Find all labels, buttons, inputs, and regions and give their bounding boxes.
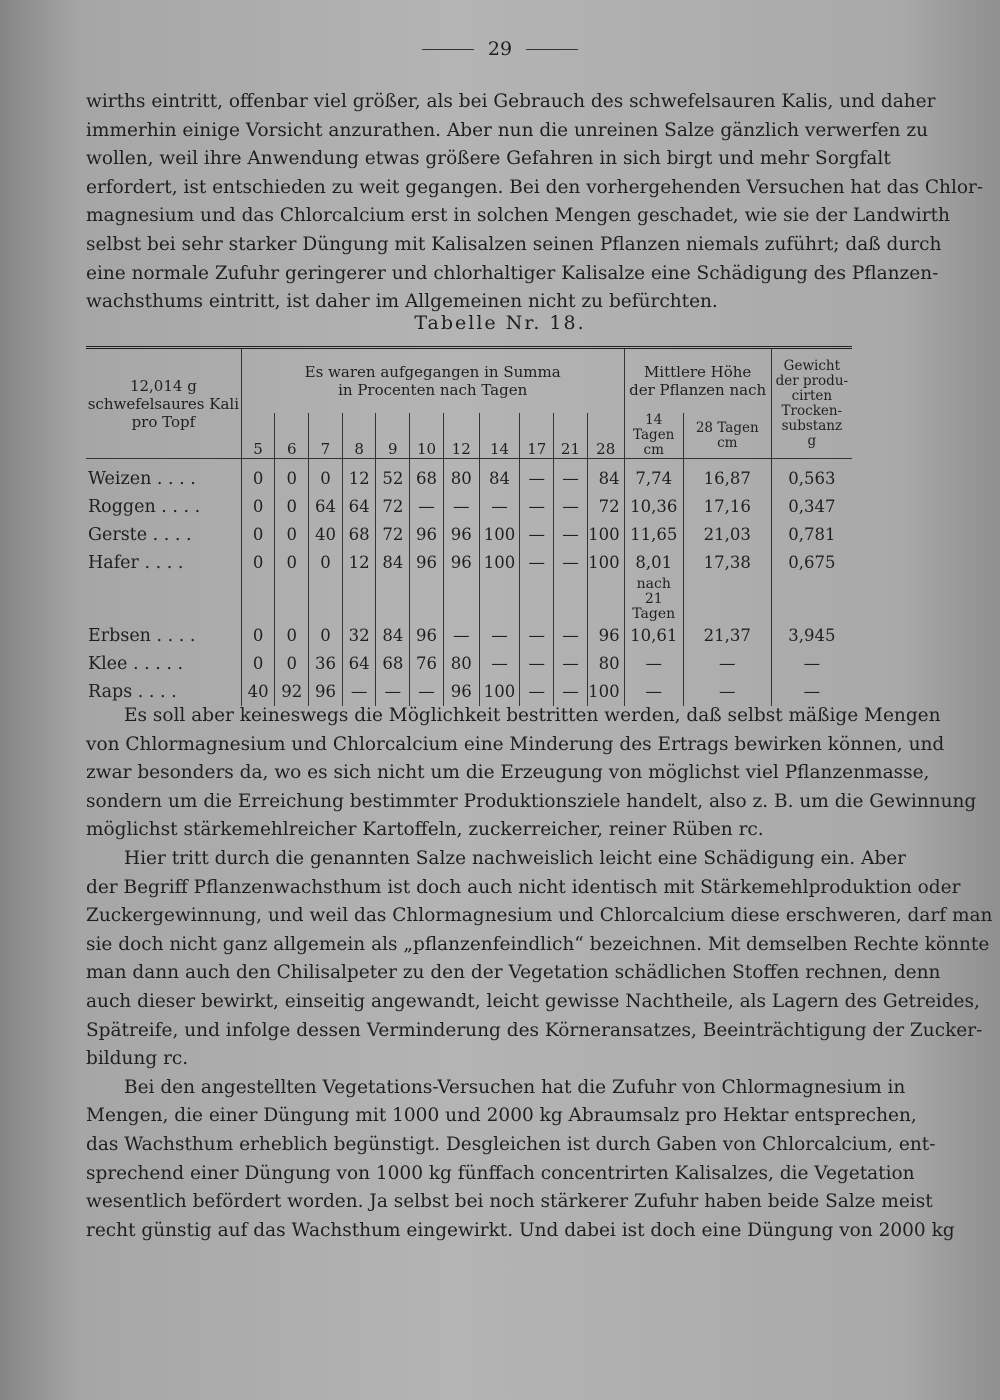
day-value: 0 (241, 493, 275, 521)
day-value: 76 (410, 650, 444, 678)
day-value: 0 (275, 459, 309, 494)
day-value: 72 (587, 493, 624, 521)
height-14-value: — (624, 650, 683, 678)
day-value: 72 (376, 521, 410, 549)
day-value: 0 (241, 459, 275, 494)
empty-cell (309, 577, 343, 622)
table-row (86, 622, 852, 650)
text-line: das Wachsthum erheblich begünstigt. Desgleichen ist durch Gaben von Chlorcalcium, ent- (86, 1133, 936, 1155)
day-value: — (554, 493, 588, 521)
day-value: 72 (376, 493, 410, 521)
day-value: — (342, 678, 376, 706)
text-line: Zuckergewinnung, und weil das Chlormagnesium und Chlorcalcium diese erschweren, darf man (86, 905, 993, 927)
day-value: 96 (443, 521, 479, 549)
text-line: auch dieser bewirkt, einseitig angewandt, leicht gewisse Nachtheile, als Lagern des Getreides, (86, 990, 980, 1012)
table-caption: Tabelle Nr. 18. (414, 312, 586, 334)
day-col: 17 (520, 413, 554, 459)
day-value: 64 (342, 650, 376, 678)
text-line: bildung rc. (86, 1048, 189, 1070)
day-value: — (554, 459, 588, 494)
day-value: — (410, 678, 444, 706)
day-value: — (520, 549, 554, 577)
height-14-value: — (624, 678, 683, 706)
table-row (86, 549, 852, 577)
table-row (86, 493, 852, 521)
empty-cell (275, 577, 309, 622)
day-value: — (554, 622, 588, 650)
height-14-value: 7,74 (624, 459, 683, 494)
text-line: möglichst stärkemehlreicher Kartoffeln, zuckerreicher, reiner Rüben rc. (86, 819, 764, 841)
day-value: 0 (275, 521, 309, 549)
header-rule-left (422, 49, 474, 50)
header-rule-right (526, 49, 578, 50)
text-line: eine normale Zufuhr geringerer und chlorhaltiger Kalisalze eine Schädigung des Pflanzen- (86, 262, 939, 284)
row-label: Raps . . . . (86, 678, 241, 706)
height-28-value: 17,38 (683, 549, 771, 577)
day-value: — (554, 678, 588, 706)
text-line: sondern um die Erreichung bestimmter Produktionsziele handelt, also z. B. um die Gewinnung (86, 790, 977, 812)
day-col: 14 (479, 413, 520, 459)
text-line: zwar besonders da, wo es sich nicht um die Erzeugung von möglichst viel Pflanzenmasse, (86, 762, 930, 784)
day-value: 36 (309, 650, 343, 678)
text-line: magnesium und das Chlorcalcium erst in solchen Mengen geschadet, wie sie der Landwirth (86, 205, 950, 227)
header-text: schwefelsaures Kali (87, 394, 239, 413)
data-table (86, 349, 852, 706)
day-value: — (443, 622, 479, 650)
day-col: 6 (275, 413, 309, 459)
day-value: 92 (275, 678, 309, 706)
text-line: recht günstig auf das Wachsthum eingewirkt. Und dabei ist doch eine Düngung von 2000 kg (86, 1219, 955, 1241)
table-body (86, 459, 852, 707)
day-value: 64 (342, 493, 376, 521)
header-text: substanz (781, 417, 843, 434)
height-14-value: 8,01 (624, 549, 683, 577)
note-cell (624, 577, 683, 622)
day-value: 0 (241, 650, 275, 678)
day-value: 12 (342, 549, 376, 577)
day-value: 40 (241, 678, 275, 706)
day-value: 96 (410, 622, 444, 650)
day-value: — (520, 521, 554, 549)
header-text: cirten (791, 387, 833, 404)
day-value: — (520, 622, 554, 650)
day-value: 100 (479, 678, 520, 706)
day-value: 96 (587, 622, 624, 650)
height-28-value: 17,16 (683, 493, 771, 521)
day-value: 0 (309, 549, 343, 577)
day-value: 0 (275, 493, 309, 521)
page-header (0, 38, 1000, 60)
text-line: sie doch nicht ganz allgemein als „pflanzenfeindlich“ bezeichnen. Mit demselben Rechte könnte (86, 933, 990, 955)
row-label: Erbsen . . . . (86, 622, 241, 650)
day-value: — (520, 459, 554, 494)
empty-cell (771, 577, 852, 622)
height-28-value: 21,37 (683, 622, 771, 650)
text-line: Hier tritt durch die genannten Salze nachweislich leicht eine Schädigung ein. Aber (124, 847, 907, 869)
day-value: 0 (275, 650, 309, 678)
day-value: 84 (479, 459, 520, 494)
weight-value: 3,945 (788, 626, 836, 645)
day-value: — (520, 678, 554, 706)
text-line: von Chlormagnesium und Chlorcalcium eine Minderung des Ertrags bewirken können, und (86, 733, 945, 755)
weight-value: — (803, 682, 821, 701)
day-value: 12 (342, 459, 376, 494)
table-note-row (86, 577, 852, 622)
day-value: 64 (309, 493, 343, 521)
text-line: immerhin einige Vorsicht anzurathen. Aber nun die unreinen Salze gänzlich verwerfen zu (86, 119, 929, 141)
day-value: 0 (309, 622, 343, 650)
day-value: 100 (587, 521, 624, 549)
day-value: 68 (410, 459, 444, 494)
empty-cell (479, 577, 520, 622)
day-value: 32 (342, 622, 376, 650)
row-label: Weizen . . . . (86, 459, 241, 494)
day-value: 100 (587, 549, 624, 577)
text-line: der Begriff Pflanzenwachsthum ist doch auch nicht identisch mit Stärkemehlproduktion oder (86, 876, 961, 898)
day-value: 0 (275, 549, 309, 577)
day-value: — (520, 650, 554, 678)
height-14-value: 10,36 (624, 493, 683, 521)
day-value: 84 (376, 622, 410, 650)
day-col: 10 (410, 413, 444, 459)
empty-cell (376, 577, 410, 622)
header-text: 28 Tagen (695, 419, 759, 436)
row-label: Klee . . . . . (86, 650, 241, 678)
table-row (86, 459, 852, 494)
weight-value: 0,781 (788, 525, 836, 544)
header-germination (241, 349, 624, 413)
day-value: 40 (309, 521, 343, 549)
day-value: 100 (479, 521, 520, 549)
empty-cell (410, 577, 444, 622)
height-14-value: 11,65 (624, 521, 683, 549)
empty-cell (520, 577, 554, 622)
header-text: cm (717, 434, 738, 451)
text-line: wollen, weil ihre Anwendung etwas größere Gefahren in sich birgt und mehr Sorgfalt (86, 148, 891, 170)
header-weight (771, 349, 852, 459)
text-line: wachsthums eintritt, ist daher im Allgemeinen nicht zu befürchten. (86, 291, 718, 313)
day-value: 0 (241, 622, 275, 650)
day-value: 0 (275, 622, 309, 650)
height-14-value: 10,61 (624, 622, 683, 650)
text-line: wirths eintritt, offenbar viel größer, als bei Gebrauch des schwefelsauren Kalis, und daher (86, 91, 936, 112)
day-value: — (479, 650, 520, 678)
text-line: Spätreife, und infolge dessen Verminderung des Körneransatzes, Beeinträchtigung der Zucker- (86, 1019, 983, 1041)
day-value: 68 (342, 521, 376, 549)
day-value: — (479, 622, 520, 650)
row-label: Gerste . . . . (86, 521, 241, 549)
day-value: 96 (443, 678, 479, 706)
day-col: 7 (309, 413, 343, 459)
weight-value: 0,675 (788, 553, 836, 572)
day-col: 28 (587, 413, 624, 459)
empty-cell (443, 577, 479, 622)
header-text: der Pflanzen nach (629, 381, 767, 399)
weight-value: — (803, 654, 821, 673)
day-value: 68 (376, 650, 410, 678)
empty-cell (587, 577, 624, 622)
day-value: 96 (410, 549, 444, 577)
empty-cell (342, 577, 376, 622)
empty-cell (683, 577, 771, 622)
text-line: selbst bei sehr starker Düngung mit Kalisalzen seinen Pflanzen niemals zuführt; daß durch (86, 233, 942, 255)
day-col: 5 (241, 413, 275, 459)
text-line: Bei den angestellten Vegetations-Versuchen hat die Zufuhr von Chlormagnesium in (124, 1076, 906, 1098)
header-text: g (807, 432, 817, 449)
text-line: Mengen, die einer Düngung mit 1000 und 2000 kg Abraumsalz pro Hektar entsprechen, (86, 1105, 917, 1127)
empty-cell (241, 577, 275, 622)
header-text: cm (643, 442, 664, 458)
paragraph-bottom (86, 702, 993, 1245)
day-value: 0 (241, 521, 275, 549)
row-label: Roggen . . . . (86, 493, 241, 521)
header-text: pro Topf (131, 412, 196, 431)
day-value: 100 (479, 549, 520, 577)
day-value: 84 (587, 459, 624, 494)
day-value: 80 (443, 650, 479, 678)
header-text: der produ- (775, 372, 849, 389)
row-label: Hafer . . . . (86, 549, 241, 577)
height-28-value: — (683, 678, 771, 706)
day-col: 12 (443, 413, 479, 459)
note-text: 21 Tagen (632, 591, 676, 622)
day-value: 96 (443, 549, 479, 577)
text-line: wesentlich befördert worden. Ja selbst bei noch stärkerer Zufuhr haben beide Salze meist (86, 1191, 933, 1213)
height-14-header (624, 413, 683, 459)
day-value: 96 (410, 521, 444, 549)
day-value: 80 (443, 459, 479, 494)
height-28-header (683, 413, 771, 459)
day-value: 84 (376, 549, 410, 577)
text-line: erfordert, ist entschieden zu weit gegangen. Bei den vorhergehenden Versuchen hat das Chlor- (86, 176, 984, 198)
header-text: 14 Tagen (633, 412, 675, 443)
day-value: — (554, 521, 588, 549)
day-value: 0 (309, 459, 343, 494)
table-row (86, 650, 852, 678)
day-value: — (443, 493, 479, 521)
header-text: Mittlere Höhe (643, 363, 752, 381)
data-table-container (86, 346, 852, 706)
height-28-value: 21,03 (683, 521, 771, 549)
header-text: in Procenten nach Tagen (338, 381, 528, 399)
day-value: 80 (587, 650, 624, 678)
day-value: 0 (241, 549, 275, 577)
day-value: 96 (309, 678, 343, 706)
day-col: 21 (554, 413, 588, 459)
day-value: — (410, 493, 444, 521)
table-head (86, 349, 852, 459)
weight-value: 0,563 (788, 469, 836, 488)
note-text: nach (636, 576, 671, 592)
header-text: Trocken- (781, 402, 843, 419)
day-col: 8 (342, 413, 376, 459)
day-value: — (554, 650, 588, 678)
day-value: — (376, 678, 410, 706)
header-height (624, 349, 771, 413)
paragraph-top (86, 88, 984, 317)
day-value: 100 (587, 678, 624, 706)
height-28-value: 16,87 (683, 459, 771, 494)
row-label-empty (86, 577, 241, 622)
day-col: 9 (376, 413, 410, 459)
text-line: Es soll aber keineswegs die Möglichkeit bestritten werden, daß selbst mäßige Mengen (124, 705, 941, 726)
header-first-col (86, 349, 241, 459)
weight-value: 0,347 (788, 497, 836, 516)
header-text: 12,014 g (129, 376, 197, 395)
table-row (86, 521, 852, 549)
text-line: sprechend einer Düngung von 1000 kg fünffach concentrirten Kalisalzes, die Vegetation (86, 1162, 915, 1184)
page-number: 29 (487, 38, 513, 60)
header-text: Gewicht (783, 357, 840, 374)
day-value: — (520, 493, 554, 521)
day-value: 52 (376, 459, 410, 494)
empty-cell (554, 577, 588, 622)
day-value: — (479, 493, 520, 521)
day-value: — (554, 549, 588, 577)
header-text: Es waren aufgegangen in Summa (304, 363, 561, 381)
height-28-value: — (683, 650, 771, 678)
text-line: man dann auch den Chilisalpeter zu den der Vegetation schädlichen Stoffen rechnen, denn (86, 962, 941, 984)
